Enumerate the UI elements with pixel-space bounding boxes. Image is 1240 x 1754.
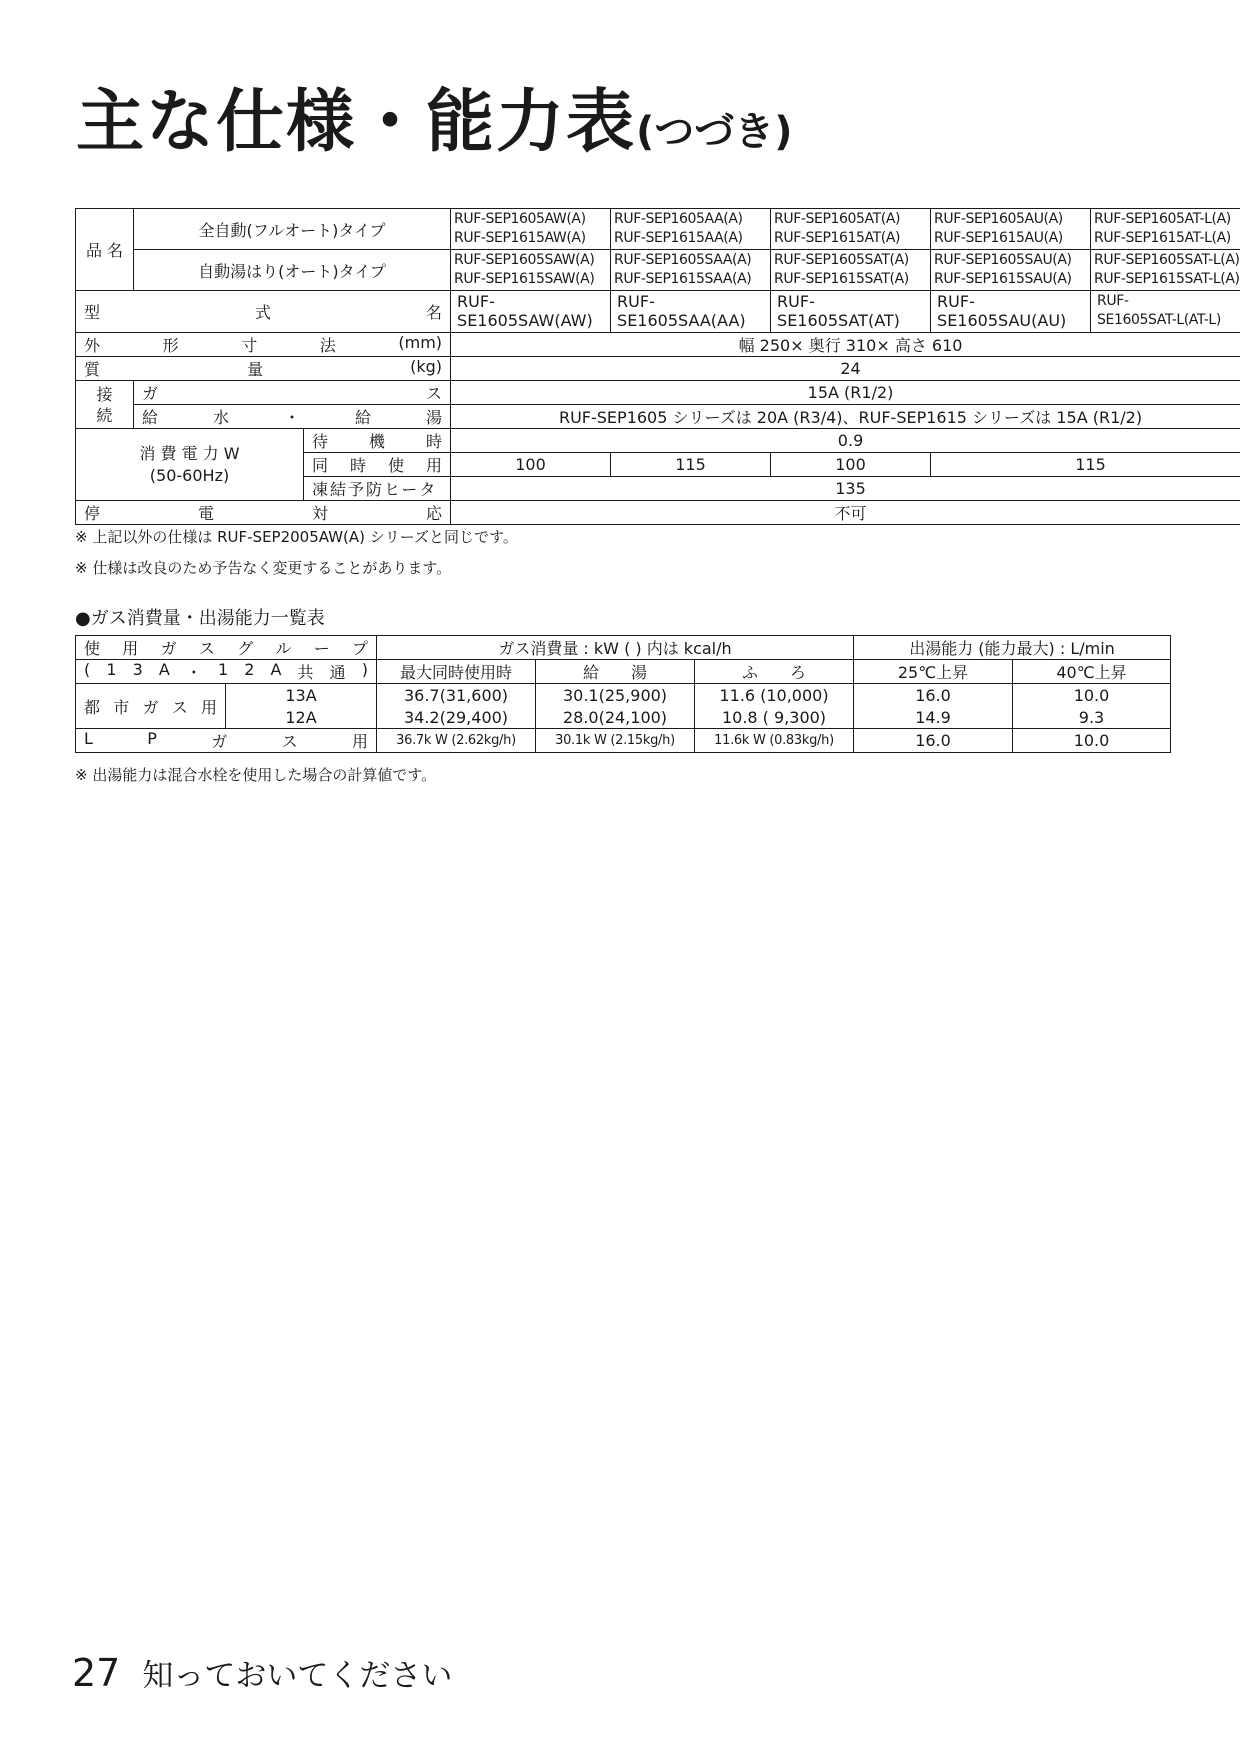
gas-value: 14.9 <box>854 706 1013 729</box>
model-cell: RUF-SEP1605SAU(A) RUF-SEP1615SAU(A) <box>931 250 1091 291</box>
table-row <box>76 729 1171 753</box>
connection-label: 接 続 <box>76 381 134 429</box>
gas-value: 9.3 <box>1013 706 1171 729</box>
model-cell: RUF-SEP1605AT(A) RUF-SEP1615AT(A) <box>771 209 931 250</box>
gas-consumption-table <box>75 635 1171 753</box>
sub-header: 40℃上昇 <box>1013 660 1171 684</box>
freeze-heater-label: 凍結予防ヒータ <box>304 477 451 501</box>
gas-value: 28.0(24,100) <box>536 706 695 729</box>
dimension-value: 幅 250× 奥行 310× 高さ 610 <box>451 333 1240 357</box>
power-label: 消 費 電 力 W (50-60Hz) <box>76 429 304 501</box>
gas-type: 13A <box>226 684 377 707</box>
table-row <box>76 501 1240 525</box>
table-row <box>76 636 1171 660</box>
table-row <box>76 291 1240 333</box>
spec-table <box>75 208 1240 525</box>
table-row <box>76 209 1240 250</box>
gas-value: 11.6 (10,000) <box>695 684 854 707</box>
model-cell: RUF-SEP1605AA(A) RUF-SEP1615AA(A) <box>611 209 771 250</box>
gas-group-label: 使 用 ガ ス グ ル ー プ <box>76 636 377 660</box>
mass-label: 質 量 (kg) <box>76 357 451 381</box>
gas-value: 16.0 <box>854 684 1013 707</box>
lp-gas-value: 10.0 <box>1013 729 1171 753</box>
gas-note: ※ 出湯能力は混合水栓を使用した場合の計算値です。 <box>75 766 437 784</box>
lp-gas-label: L P ガ ス 用 <box>76 729 377 753</box>
freeze-heater-value: 135 <box>451 477 1240 501</box>
footer-text: 知っておいてください <box>142 1658 453 1694</box>
model-cell: RUF-SEP1605SAT(A) RUF-SEP1615SAT(A) <box>771 250 931 291</box>
city-gas-label: 都 市 ガ ス 用 <box>76 684 226 729</box>
spec-note: ※ 仕様は改良のため予告なく変更することがあります。 <box>75 559 452 577</box>
sub-header: ふ ろ <box>695 660 854 684</box>
standby-value: 0.9 <box>451 429 1240 453</box>
gas-value: 10.8 ( 9,300) <box>695 706 854 729</box>
consumption-header: ガス消費量 : kW ( ) 内は kcal/h <box>377 636 854 660</box>
page-footer <box>72 1650 452 1695</box>
lp-gas-value: 36.7k W (2.62kg/h) <box>377 729 536 753</box>
full-auto-type-label: 全自動(フルオート)タイプ <box>134 209 451 250</box>
mass-value: 24 <box>451 357 1240 381</box>
table-row <box>76 357 1240 381</box>
model-cell: RUF-SEP1605SAW(A) RUF-SEP1615SAW(A) <box>451 250 611 291</box>
model-name-cell: RUF- SE1605SAW(AW) <box>451 291 611 333</box>
lp-gas-value: 30.1k W (2.15kg/h) <box>536 729 695 753</box>
gas-connection-value: 15A (R1/2) <box>451 381 1240 405</box>
auto-type-label: 自動湯はり(オート)タイプ <box>134 250 451 291</box>
gas-section-heading: ●ガス消費量・出湯能力一覧表 <box>75 608 325 629</box>
power-outage-label: 停 電 対 応 <box>76 501 451 525</box>
gas-value: 10.0 <box>1013 684 1171 707</box>
model-cell: RUF-SEP1605SAT-L(A) RUF-SEP1615SAT-L(A) <box>1091 250 1240 291</box>
table-row <box>76 405 1240 429</box>
sub-header: 最大同時使用時 <box>377 660 536 684</box>
simultaneous-use-value: 100 <box>771 453 931 477</box>
model-name-cell: RUF- SE1605SAT(AT) <box>771 291 931 333</box>
table-row <box>76 706 1171 729</box>
simultaneous-use-value: 115 <box>931 453 1240 477</box>
page-number: 27 <box>72 1651 121 1695</box>
standby-label: 待 機 時 <box>304 429 451 453</box>
model-name-cell: RUF- SE1605SAT-L(AT-L) <box>1091 291 1240 333</box>
dimension-label: 外 形 寸 法 (mm) <box>76 333 451 357</box>
product-name-label: 品 名 <box>76 209 134 291</box>
water-connection-value: RUF-SEP1605 シリーズは 20A (R3/4)、RUF-SEP1615 シリーズは 15A (R1/2) <box>451 405 1240 429</box>
lp-gas-value: 11.6k W (0.83kg/h) <box>695 729 854 753</box>
title-main: 主な仕様・能力表 <box>76 83 637 162</box>
gas-value: 34.2(29,400) <box>377 706 536 729</box>
simultaneous-use-label: 同 時 使 用 <box>304 453 451 477</box>
lp-gas-value: 16.0 <box>854 729 1013 753</box>
table-row <box>76 660 1171 684</box>
model-name-cell: RUF- SE1605SAA(AA) <box>611 291 771 333</box>
table-row <box>76 381 1240 405</box>
gas-connection-label: ガ ス <box>134 381 451 405</box>
model-cell: RUF-SEP1605AU(A) RUF-SEP1615AU(A) <box>931 209 1091 250</box>
table-row <box>76 333 1240 357</box>
gas-group-sub-label: ( 1 3 A ・ 1 2 A 共 通 ) <box>76 660 377 684</box>
gas-value: 36.7(31,600) <box>377 684 536 707</box>
model-cell: RUF-SEP1605AT-L(A) RUF-SEP1615AT-L(A) <box>1091 209 1240 250</box>
power-outage-value: 不可 <box>451 501 1240 525</box>
title-sub: (つづき) <box>636 109 793 155</box>
table-row <box>76 250 1240 291</box>
simultaneous-use-value: 100 <box>451 453 611 477</box>
gas-type: 12A <box>226 706 377 729</box>
table-row <box>76 429 1240 453</box>
water-connection-label: 給 水 ・ 給 湯 <box>134 405 451 429</box>
page-title <box>76 78 793 177</box>
sub-header: 給 湯 <box>536 660 695 684</box>
spec-note: ※ 上記以外の仕様は RUF-SEP2005AW(A) シリーズと同じです。 <box>75 528 518 546</box>
sub-header: 25℃上昇 <box>854 660 1013 684</box>
table-row <box>76 684 1171 707</box>
model-label: 型 式 名 <box>76 291 451 333</box>
simultaneous-use-value: 115 <box>611 453 771 477</box>
model-name-cell: RUF- SE1605SAU(AU) <box>931 291 1091 333</box>
model-cell: RUF-SEP1605AW(A) RUF-SEP1615AW(A) <box>451 209 611 250</box>
output-header: 出湯能力 (能力最大) : L/min <box>854 636 1171 660</box>
model-cell: RUF-SEP1605SAA(A) RUF-SEP1615SAA(A) <box>611 250 771 291</box>
gas-value: 30.1(25,900) <box>536 684 695 707</box>
